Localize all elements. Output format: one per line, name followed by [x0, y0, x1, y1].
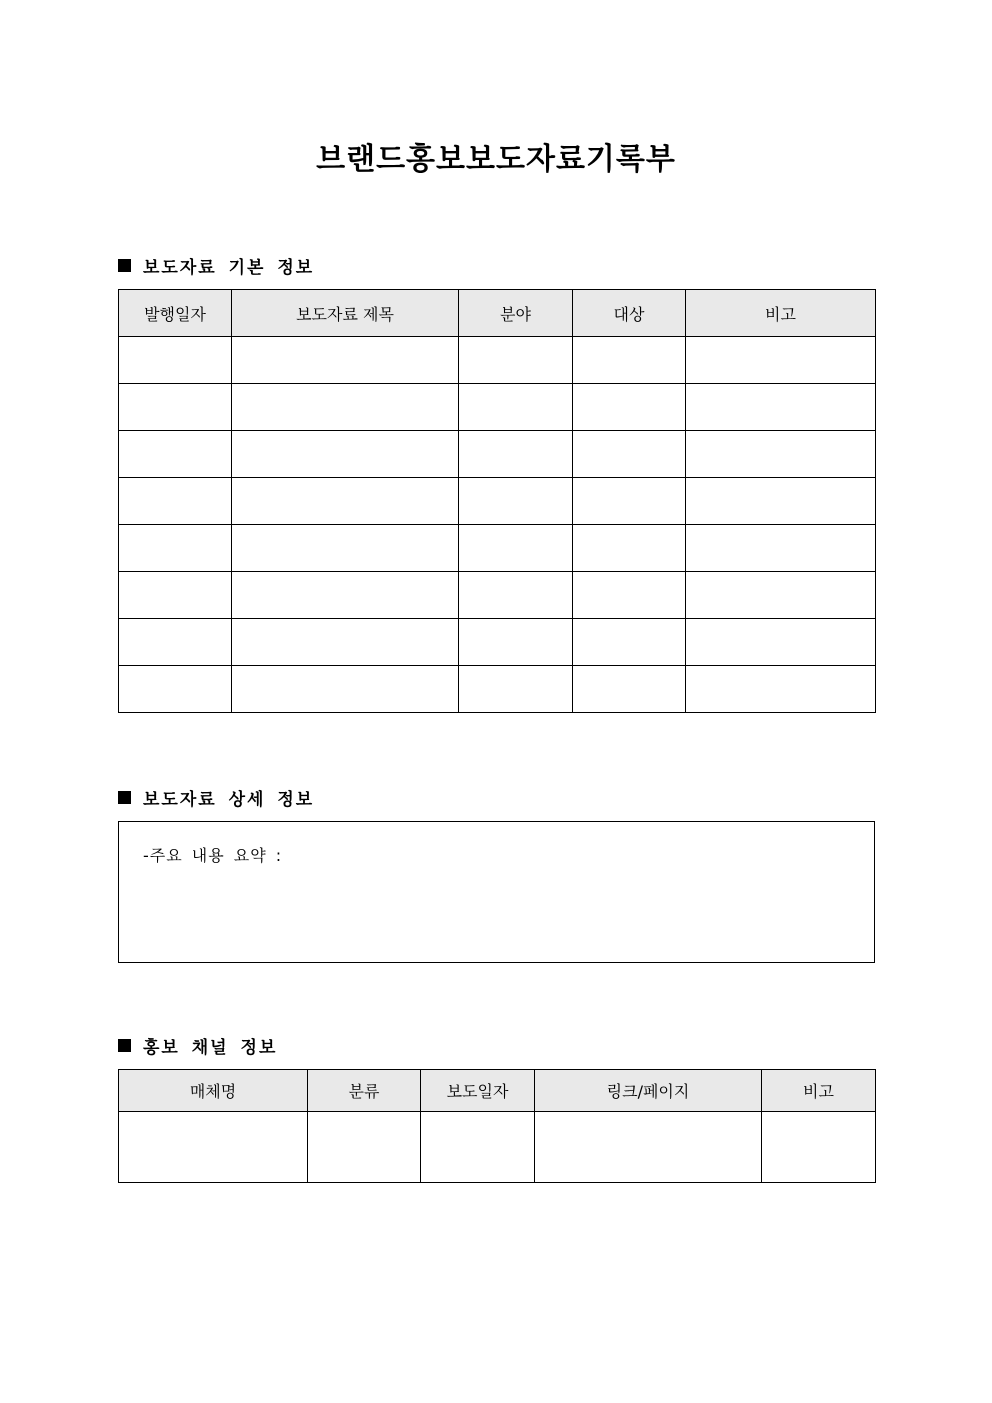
table-cell[interactable] — [119, 572, 232, 619]
column-header-remarks: 비고 — [762, 1070, 876, 1112]
table-cell[interactable] — [232, 666, 459, 713]
column-header-remarks: 비고 — [686, 290, 876, 337]
table-cell[interactable] — [119, 431, 232, 478]
table-cell[interactable] — [421, 1112, 535, 1183]
table-cell[interactable] — [686, 666, 876, 713]
table-cell[interactable] — [573, 384, 686, 431]
table-cell[interactable] — [232, 619, 459, 666]
table-cell[interactable] — [119, 525, 232, 572]
detail-info-box[interactable] — [118, 821, 875, 963]
table-cell[interactable] — [119, 619, 232, 666]
table-cell[interactable] — [119, 384, 232, 431]
column-header-link-page: 링크/페이지 — [535, 1070, 762, 1112]
section-heading-channel-info — [118, 1033, 277, 1058]
table-cell[interactable] — [232, 337, 459, 384]
table-cell[interactable] — [762, 1112, 876, 1183]
document-title: 브랜드홍보보도자료기록부 — [316, 142, 676, 177]
square-bullet-icon — [118, 259, 131, 272]
table-cell[interactable] — [459, 384, 573, 431]
table-cell[interactable] — [119, 1112, 308, 1183]
table-cell[interactable] — [232, 431, 459, 478]
table-row — [119, 384, 876, 431]
table-cell[interactable] — [573, 478, 686, 525]
table-cell[interactable] — [232, 525, 459, 572]
table-cell[interactable] — [119, 337, 232, 384]
table-header-row — [119, 1070, 876, 1112]
table-cell[interactable] — [459, 478, 573, 525]
table-cell[interactable] — [232, 384, 459, 431]
table-cell[interactable] — [459, 572, 573, 619]
table-cell[interactable] — [232, 478, 459, 525]
table-row — [119, 666, 876, 713]
table-cell[interactable] — [686, 572, 876, 619]
column-header-publish-date: 발행일자 — [119, 290, 232, 337]
channel-info-table-body — [119, 1112, 876, 1183]
square-bullet-icon — [118, 791, 131, 804]
table-cell[interactable] — [535, 1112, 762, 1183]
table-cell[interactable] — [686, 384, 876, 431]
table-row — [119, 478, 876, 525]
table-cell[interactable] — [119, 478, 232, 525]
table-cell[interactable] — [686, 431, 876, 478]
column-header-category: 분류 — [308, 1070, 421, 1112]
section-heading-label: 보도자료 기본 정보 — [143, 258, 315, 278]
section-heading-label: 보도자료 상세 정보 — [143, 790, 315, 810]
square-bullet-icon — [118, 1039, 131, 1052]
table-cell[interactable] — [232, 572, 459, 619]
table-cell[interactable] — [686, 525, 876, 572]
table-cell[interactable] — [459, 525, 573, 572]
basic-info-table-body — [119, 337, 876, 713]
table-cell[interactable] — [459, 666, 573, 713]
basic-info-table — [118, 289, 876, 713]
table-cell[interactable] — [459, 431, 573, 478]
column-header-press-title: 보도자료 제목 — [232, 290, 459, 337]
table-cell[interactable] — [573, 525, 686, 572]
table-row — [119, 337, 876, 384]
summary-label: -주요 내용 요약 : — [143, 846, 283, 865]
table-cell[interactable] — [119, 666, 232, 713]
table-row — [119, 1112, 876, 1183]
table-cell[interactable] — [573, 572, 686, 619]
table-cell[interactable] — [573, 666, 686, 713]
column-header-field: 분야 — [459, 290, 573, 337]
table-row — [119, 572, 876, 619]
table-header-row — [119, 290, 876, 337]
table-cell[interactable] — [459, 619, 573, 666]
section-heading-basic-info — [118, 253, 314, 278]
table-cell[interactable] — [573, 619, 686, 666]
table-cell[interactable] — [573, 337, 686, 384]
table-cell[interactable] — [686, 337, 876, 384]
table-row — [119, 619, 876, 666]
table-cell[interactable] — [686, 619, 876, 666]
table-row — [119, 525, 876, 572]
column-header-media-name: 매체명 — [119, 1070, 308, 1112]
table-cell[interactable] — [573, 431, 686, 478]
table-cell[interactable] — [459, 337, 573, 384]
channel-info-table — [118, 1069, 876, 1183]
section-heading-detail-info — [118, 785, 314, 810]
table-cell[interactable] — [308, 1112, 421, 1183]
table-cell[interactable] — [686, 478, 876, 525]
table-row — [119, 431, 876, 478]
section-heading-label: 홍보 채널 정보 — [143, 1038, 278, 1058]
column-header-report-date: 보도일자 — [421, 1070, 535, 1112]
column-header-target: 대상 — [573, 290, 686, 337]
